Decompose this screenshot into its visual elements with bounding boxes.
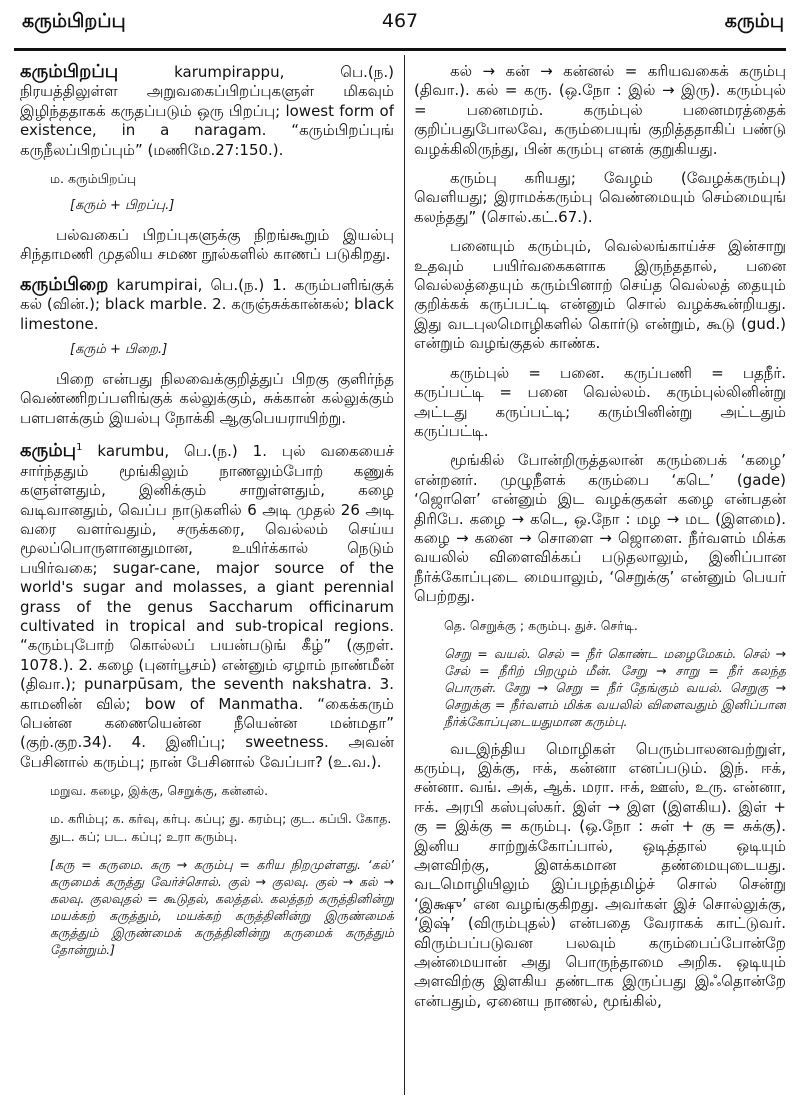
explanation: பிறை என்பது நிலவைக்குறித்துப் பிறகு குளிர்ந்த வெண்ணிறப்பளிங்குக் கல்லுக்கும், சுக்கான் கல்லுக்கும் பளபளக்கும் இயல்பு நோக்கி ஆகுபெயராயிற்று.: [20, 370, 394, 427]
headword: கரும்பிறை: [20, 273, 109, 295]
synonyms: மறுவ. கழை, இக்கு, செறுக்கு, கன்னல்.: [50, 783, 269, 799]
entry-karumpirai: [20, 275, 394, 428]
cognates: தெ. செறுக்கு ; கரும்பு. துச். செர்டி.: [444, 617, 638, 633]
header-rule: [14, 48, 786, 51]
definition: karumpirappu, பெ.(ந.) நிரயத்திலுள்ள அறுவகைப்பிறப்புகளுள் மிகவும் இழிந்ததாகக் கருதப்படும் ஒரு பிறப்பு; lowest form of existence, in a naragam. “கரும்பிறப்புங் கருநீலப்பிறப்பும்” (மணிமே.27:150.).: [20, 63, 394, 159]
paragraph-2: கரும்பு கரியது; வேழம் (வேழக்கரும்பு) வெளியது; இராமக்கரும்பு வெண்மையும் செம்மையுங் கலந்தது” (சொல்.கட்.67.).: [414, 169, 786, 226]
headword: கரும்பு: [20, 440, 77, 462]
entry-text: [20, 438, 394, 772]
definition: karumpirai, பெ.(ந.) 1. கரும்பளிங்குக் கல் (வின்.); black marble. 2. கருஞ்சுக்கான்கல்; black limestone.: [20, 275, 394, 333]
paragraph-5: மூங்கில் போன்றிருத்தலான் கரும்பைக் ‘கழை’ என்றனர். முழுநீளக் கரும்பை ‘கடெ’ (gade) ‘ஜொளெ’ என்னும் இட வழக்குகள் கழை என்பதன் திரிபே. கழை → கடெ, ஒ.நோ : மழ → மட (இளமை). கழை → கனை → சொளை → ஜொளை. நீர்வளம் மிக்க வயலில் விளைவிக்கப் படுதலாலும், இனிப்பான நீர்க்கோப்புடை மையாலும், ‘செறுக்கு’ என்னும் பெயர் பெற்றது.: [414, 451, 786, 606]
left-column: [20, 62, 394, 1097]
paragraph-4: கரும்புல் = பனை. கருப்பணி = பதநீர். கருப்பட்டி = பனை வெல்லம். கரும்புல்லினின்று அட்டது கருப்பட்டி; கரும்பினின்று அட்டதும் கருப்பட்டி.: [414, 363, 786, 440]
homonym-number: 1: [76, 442, 83, 454]
cognates: ம. கரும்பிறப்பு: [50, 171, 137, 187]
right-column: [414, 62, 786, 1097]
paragraph-6: வடஇந்திய மொழிகள் பெரும்பாலனவற்றுள், கரும்பு, இக்கு, ஈக், கன்னா எனப்படும். இந். ஈக், சன்னா. வங். அக், ஆக். மரா. ஈக், ஊஸ், உரு. என்னா, ஈக். அரபி கஸ்புஸ்கர். இள் → இள (இளகிய). இள் + கு = இக்கு = கரும்பு. (ஒ.நோ : சுள் + கு = சுக்கு). இனிய சாற்றுக்கோப்பால், ஒடித்தால் ஒடியும் அளவிற்கு, இளக்கமான தண்மையுடையது. வடமொழியிலும் இப்பழந்தமிழ்ச் சொல் சென்று ‘இக்ஷு’ என வழங்குகிறது. அவர்கள் இச் சொல்லுக்கு, ‘இஷ்’ (விரும்புதல்) என்பதை வேராகக் காட்டுவர். விரும்பப்படுவன பலவும் கரும்பைப்போன்றே அன்மையான் அது பொருந்தாமை அறிக. ஒடியும் அளவிற்கு இளகிய தண்டாக இருப்பது இஃதொன்றே என்பதும், ஏனைய நாணல், மூங்கில்,: [414, 739, 786, 1010]
etymology: [கரு = கருமை. கரு → கரும்பு = கரிய நிறமுள்ளது. ‘கல்’ கருமைக் கருத்து வேர்ச்சொல். குல் → குலவு. குல் → கல் → கலவு. குலவுதல் = கூடுதல், கலத்தல். கலத்தற் கருத்தினின்று மயக்கற் கருத்தும், மயக்கற் கருத்தினின்று இருண்மைக் கருத்தும் இருண்மைக் கருத்தினின்று கருமைக் கருத்தும் தோன்றும்.]: [50, 857, 394, 958]
column-divider: [404, 55, 405, 1095]
paragraph-3: பனையும் கரும்பும், வெல்லங்காய்ச்ச இன்சாறு உதவும் பயிர்வகைகளாக இருந்ததால், பனை வெல்லத்தையும் கரும்பினாற் செய்த வெல்லத் தையும் குறிக்கக் கருப்பட்டி என்னும் சொல் வழக்கூன்றியது. இது வடபுலமொழிகளில் கொர்டு என்றும், கூடு (gud.) என்றும் வழங்குதல் காண்க.: [414, 237, 786, 353]
entry-karumbu: [20, 438, 394, 958]
running-head-right: கரும்பு: [724, 10, 784, 32]
etymology: [கரும் + பிறை.]: [70, 342, 168, 358]
page-number: 467: [381, 10, 419, 32]
cognates: ம. கரிம்பு; க. கர்வு, கர்பு. கப்பு; து. கரம்பு; குட. கப்பி. கோத. துட. கப்; பட. கப்பு; உரா கரும்பு.: [50, 811, 392, 845]
entry-karumpirappu: [20, 62, 394, 265]
etymology: [கரும் + பிறப்பு.]: [70, 198, 175, 214]
etymology-note: செறு = வயல். செல் = நீர் கொண்ட மழைமேகம். செல் → சேல் = நீரிற் பிறழும் மீன். சேறு → சாறு = நீர் கலந்த பொருள். சேறு → செறு = நீர் தேங்கும் வயல். செறுகு → செறுக்கு = நீர்வளம் மிக்க வயலில் விளைவதும் இனிப்பான நீர்க்கோப்புடையதுமான கரும்பு.: [444, 645, 786, 729]
running-head-left: கரும்பிறப்பு: [22, 10, 126, 32]
definition: karumbu, பெ.(ந.) 1. புல் வகையைச் சார்ந்ததும் மூங்கிலும் நாணலும்போற் கணுக் களுள்ளதும், இனிக்கும் சாறுள்ளதும், கழை வடிவானதும், வெப்ப நாடுகளில் 6 அடி முதல் 26 அடி வரை வளர்வதும், சருக்கரை, வெல்லம் செய்ய மூலப்பொருளானதுமான, உயிர்க்கால் நெடும் பயிர்வகை; sugar-cane, major source of the world's sugar and molasses, a giant perennial grass of the genus Saccharum officinarum cultivated in tropical and sub-tropical regions. “கரும்புபோற் கொல்லப் பயன்படுங் கீழ்” (குறள். 1078.). 2. கழை (புனர்பூசம்) என்னும் ஏழாம் நாண்மீன் (திவா.); punarpūsam, the seventh nakshatra. 3. காமனின் வில்; bow of Manmatha. “கைக்கரும் பென்ன கணையென்ன நீயென்ன மன்மதா” (குற்.குற.34). 4. இனிப்பு; sweetness. அவன் பேசினால் கரும்பு; நான் பேசினால் வேப்பா? (உ.வ.).: [20, 442, 394, 771]
entry-text: [20, 275, 394, 334]
paragraph-1: கல் → கன் → கன்னல் = கரியவகைக் கரும்பு (திவா.). கல் = கரு. (ஒ.நோ : இல் → இரு). கரும்புல் = பனைமரம். கரும்புல் பனைமரத்தைக் குறிப்பதுபோலவே, கரும்பையுங் குறித்ததாகிப் பண்டு வழக்கிலிருந்து, பின் கரும்பு எனக் குறுகியது.: [414, 62, 786, 158]
entry-text: [20, 62, 394, 160]
explanation: பல்வகைப் பிறப்புகளுக்கு நிறங்கூறும் இயல்பு சிந்தாமணி முதலிய சமண நூல்களில் காணப் படுகிறது.: [20, 226, 394, 264]
page-header: [0, 0, 800, 48]
headword: கரும்பிறப்பு: [20, 62, 119, 82]
